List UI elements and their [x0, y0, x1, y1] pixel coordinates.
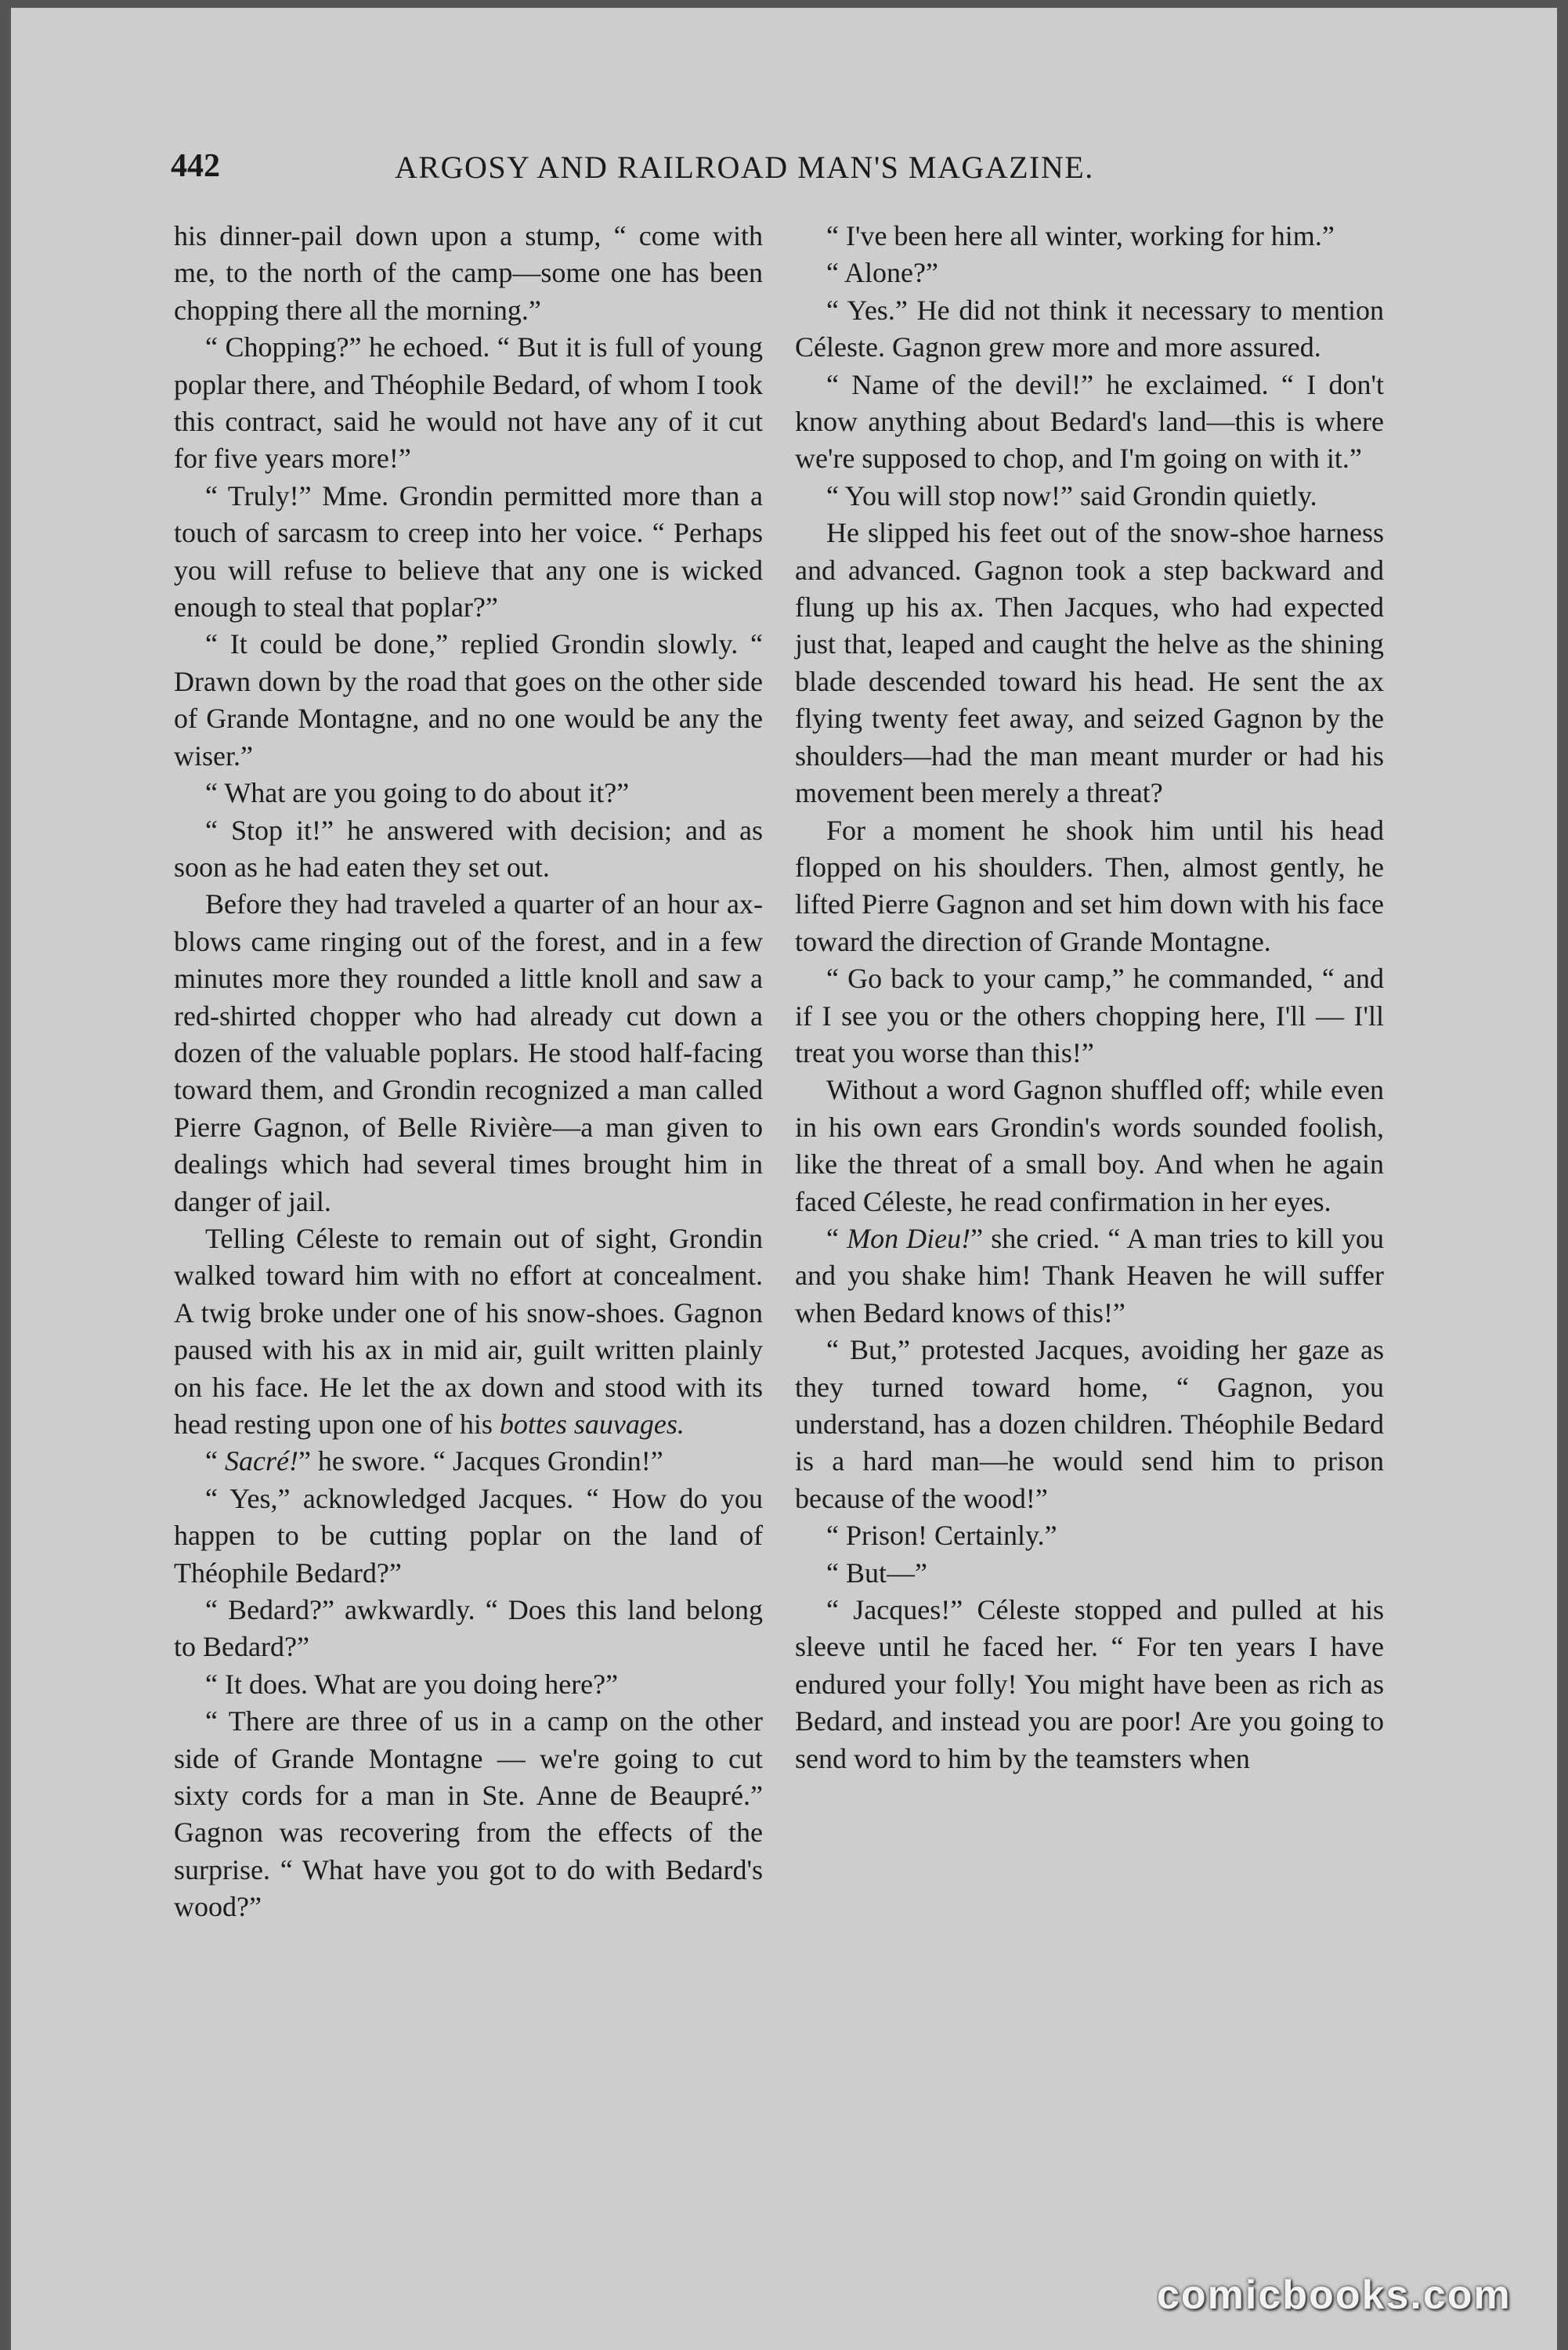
paragraph-text: ” she cried. “ A man tries to kill you and you shake him! Thank Heaven he will suffer when Bedard knows of this!” — [795, 1222, 1384, 1329]
paragraph: his dinner-pail down upon a stump, “ come with me, to the north of the camp—some one has been chopping there all the morning.” — [174, 220, 763, 326]
left-column — [174, 218, 763, 1926]
paragraph: “ Stop it!” he answered with decision; and as soon as he had eaten they set out. — [174, 814, 763, 883]
paragraph: “ I've been here all winter, working for him.” — [826, 220, 1335, 251]
paragraph: “ What are you going to do about it?” — [205, 777, 630, 809]
paragraph — [795, 1220, 1384, 1332]
watermark: comicbooks.com — [1157, 2272, 1512, 2318]
paragraph: Without a word Gagnon shuffled off; while even in his own ears Grondin's words sounded foolish, like the threat of a small boy. And when he again faced Céleste, he read confirmation in her eyes. — [795, 1074, 1384, 1217]
magazine-page — [11, 8, 1557, 2350]
paragraph: “ There are three of us in a camp on the other side of Grande Montagne — we're going to cut sixty cords for a man in Ste. Anne de Beaupré.” Gagnon was recovering from the effects of the surprise. “ What have you got to do with Bedard's wood?” — [174, 1705, 763, 1923]
paragraph-text: Telling Céleste to remain out of sight, Grondin walked toward him with no effort at concealment. A twig broke under one of his snow-shoes. Gagnon paused with his ax in mid air, guilt written plainly on his face. He let the ax down and stood with its head resting upon one of his — [174, 1222, 763, 1440]
paragraph — [174, 1220, 763, 1443]
paragraph: For a moment he shook him until his head flopped on his shoulders. Then, almost gently, he lifted Pierre Gagnon and set him down with his face toward the direction of Grande Montagne. — [795, 814, 1384, 957]
italic-phrase: Sacré! — [224, 1445, 298, 1477]
paragraph: “ Alone?” — [826, 257, 938, 289]
running-title: ARGOSY AND RAILROAD MAN'S MAGAZINE. — [395, 150, 1094, 185]
paragraph: “ But,” protested Jacques, avoiding her gaze as they turned toward home, “ Gagnon, you understand, has a dozen children. Théophile Bedard is a hard man—he would send him to prison because of the wood!” — [795, 1334, 1384, 1514]
paragraph: “ You will stop now!” said Grondin quietly. — [826, 479, 1317, 512]
paragraph: Before they had traveled a quarter of an hour ax-blows came ringing out of the forest, and in a few minutes more they rounded a little knoll and saw a red-shirted chopper who had already cut down a dozen of the valuable poplars. He stood half-facing toward them, and Grondin recognized a man called Pierre Gagnon, of Belle Rivière—a man given to dealings which had several times brought him in danger of jail. — [174, 888, 763, 1217]
paragraph: “ Truly!” Mme. Grondin permitted more than a touch of sarcasm to creep into her voice. “ Perhaps you will refuse to believe that any one is wicked enough to steal that poplar?” — [174, 479, 763, 624]
quote-open: “ — [205, 1445, 218, 1477]
paragraph: “ Chopping?” he echoed. “ But it is full of young poplar there, and Théophile Bedard, of whom I took this contract, said he would not have any of it cut for five years more!” — [174, 331, 763, 475]
paragraph: “ Bedard?” awkwardly. “ Does this land belong to Bedard?” — [174, 1594, 763, 1663]
paragraph: “ Jacques!” Céleste stopped and pulled at his sleeve until he faced her. “ For ten years I have endured your folly! You might have been as rich as Bedard, and instead you are poor! Are you going to send word to him by the teamsters when — [795, 1594, 1384, 1774]
paragraph: “ It does. What are you doing here?” — [205, 1668, 619, 1700]
paragraph-text: ” he swore. “ Jacques Grondin!” — [298, 1445, 663, 1477]
italic-phrase: bottes sauvages. — [499, 1408, 685, 1440]
paragraph: “ Name of the devil!” he exclaimed. “ I don't know anything about Bedard's land—this is where we're supposed to chop, and I'm going on with it.” — [795, 368, 1384, 475]
paragraph: “ Yes.” He did not think it necessary to mention Céleste. Gagnon grew more and more assured. — [795, 294, 1384, 363]
quote-open: “ — [826, 1222, 839, 1254]
paragraph: “ Yes,” acknowledged Jacques. “ How do you happen to be cutting poplar on the land of Théophile Bedard?” — [174, 1482, 763, 1589]
right-column — [795, 218, 1384, 1777]
paragraph: “ Prison! Certainly.” — [826, 1520, 1057, 1552]
paragraph: He slipped his feet out of the snow-shoe harness and advanced. Gagnon took a step backward and flung up his ax. Then Jacques, who had expected just that, leaped and caught the helve as the shining blade descended toward his head. He sent the ax flying twenty feet away, and seized Gagnon by the shoulders—had the man meant murder or had his movement been merely a threat? — [795, 517, 1384, 809]
page-number: 442 — [171, 148, 220, 184]
paragraph: “ Go back to your camp,” he commanded, “ and if I see you or the others chopping here, I'll — I'll treat you worse than this!” — [795, 963, 1384, 1068]
paragraph: “ It could be done,” replied Grondin slowly. “ Drawn down by the road that goes on the other side of Grande Montagne, and no one would be any the wiser.” — [174, 628, 763, 772]
paragraph: “ But—” — [826, 1556, 927, 1589]
italic-phrase: Mon Dieu! — [847, 1222, 971, 1254]
paragraph — [174, 1443, 763, 1480]
